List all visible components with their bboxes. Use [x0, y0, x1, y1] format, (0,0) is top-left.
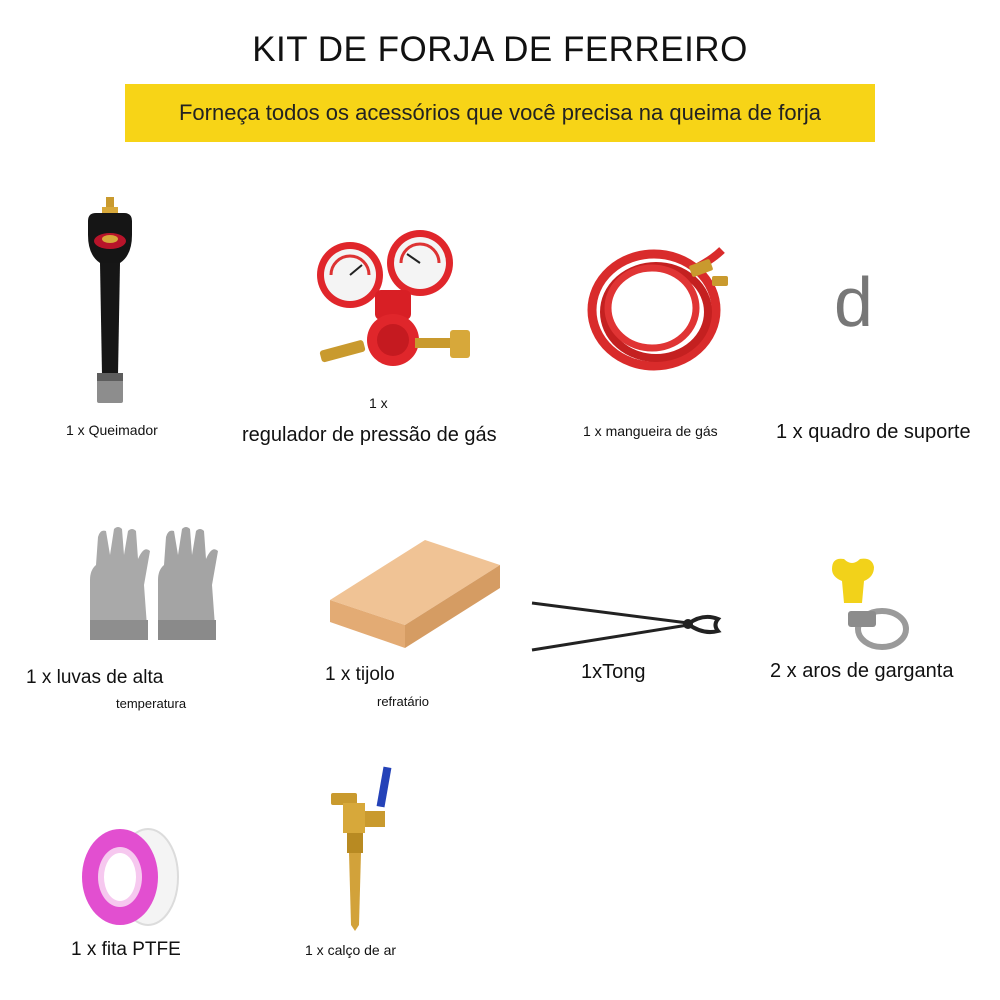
burner-icon: [80, 195, 140, 415]
ptfe-tape-icon: [78, 825, 183, 930]
regulator-qty: 1 x: [369, 395, 388, 411]
brick-icon: [330, 540, 500, 650]
hose-clamp-icon: [822, 555, 912, 655]
stand-label: 1 x quadro de suporte: [776, 421, 971, 443]
ptfe-label: 1 x fita PTFE: [71, 939, 181, 960]
stand-placeholder-letter: d: [834, 263, 873, 341]
gas-hose-icon: [582, 240, 732, 380]
gloves-icon: [86, 525, 226, 645]
hose-label: 1 x mangueira de gás: [583, 423, 718, 439]
tong-icon: [528, 595, 723, 655]
brick-label-line1: 1 x tijolo: [325, 664, 395, 685]
gloves-label-line1: 1 x luvas de alta: [26, 667, 164, 688]
pressure-regulator-icon: [315, 230, 485, 375]
air-valve-label: 1 x calço de ar: [305, 942, 397, 958]
brick-label-line2: refratário: [377, 694, 430, 709]
banner-text: Forneça todos os acessórios que você precisa na queima de forja: [178, 100, 822, 125]
banner: [125, 84, 875, 142]
page-title: KIT DE FORJA DE FERREIRO: [252, 30, 748, 69]
air-valve-icon: [325, 765, 405, 935]
clamps-label: 2 x aros de garganta: [770, 660, 954, 682]
gloves-label-line2: temperatura: [116, 696, 187, 711]
regulator-label: regulador de pressão de gás: [242, 424, 497, 446]
burner-label: 1 x Queimador: [66, 422, 158, 438]
tong-label: 1xTong: [581, 661, 646, 683]
